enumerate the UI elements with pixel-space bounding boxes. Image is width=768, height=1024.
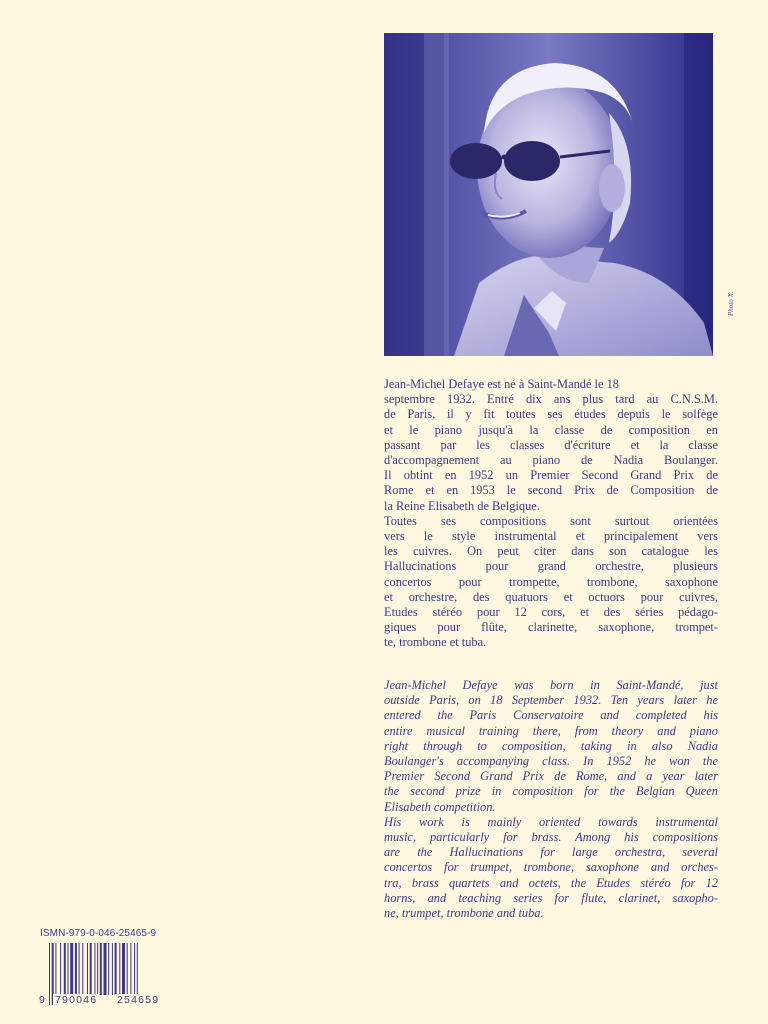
barcode-group-1: 790046 xyxy=(55,994,98,1006)
bio-line: vers le style instrumental et principalement vers xyxy=(384,529,718,544)
barcode-bar xyxy=(68,943,69,995)
barcode-bar xyxy=(55,943,56,995)
barcode-bar xyxy=(130,943,131,995)
bio-line: et le piano jusqu'à la classe de composition en xyxy=(384,422,718,437)
bio-line: d'accompagnement au piano de Nadia Boulanger. xyxy=(384,453,718,468)
bio-line: the second prize in composition for the Belgian Queen xyxy=(384,784,718,799)
ismn-code: ISMN-979-0-046-25465-9 xyxy=(40,928,157,939)
barcode-bar xyxy=(122,943,125,995)
bio-line: Il obtint en 1952 un Premier Second Grand Prix de xyxy=(384,468,718,483)
barcode-bar xyxy=(104,943,107,995)
barcode-bar xyxy=(127,943,128,995)
barcode-bar xyxy=(108,943,109,995)
portrait-illustration xyxy=(384,33,713,356)
bio-line: les cuivres. On peut citer dans son catalogue les xyxy=(384,544,718,559)
bio-line: Etudes stéréo pour 12 cors, et des séries pédago- xyxy=(384,605,718,620)
photo-credit: Photo X. xyxy=(727,291,735,316)
bio-line: Elisabeth competition. xyxy=(384,799,496,814)
bio-line: concertos pour trompette, trombone, saxophone xyxy=(384,574,718,589)
barcode-bar xyxy=(115,943,117,995)
bio-line: right through to composition, taking in also Nadia xyxy=(384,738,718,753)
bio-line: entire musical training there, from theory and piano xyxy=(384,723,718,738)
bio-line: music, particularly for brass. Among his compositions xyxy=(384,830,718,845)
bio-line: septembre 1932. Entré dix ans plus tard au C.N.S.M. xyxy=(384,392,718,407)
barcode-bar xyxy=(75,943,77,995)
bio-line: His work is mainly oriented towards instrumental xyxy=(384,814,718,829)
bio-line: are the Hallucinations for large orchestra, several xyxy=(384,845,718,860)
bio-line: et orchestre, des quatuors et octuors pour cuivres, xyxy=(384,589,718,604)
bio-line: giques pour flûte, clarinette, saxophone, trompet- xyxy=(384,620,718,635)
biography-french xyxy=(384,377,718,651)
biography-english xyxy=(384,678,718,921)
bio-line: ne, trumpet, trombone and tuba. xyxy=(384,906,544,921)
bio-line: tra, brass quartets and octets, the Etudes stéréo for 12 xyxy=(384,875,718,890)
bio-line: Toutes ses compositions sont surtout orientées xyxy=(384,513,718,528)
bio-line: te, trombone et tuba. xyxy=(384,635,487,650)
barcode-bar xyxy=(60,943,61,995)
barcode-bar xyxy=(87,943,88,995)
barcode-bar xyxy=(49,943,50,1005)
bio-line: entered the Paris Conservatoire and completed his xyxy=(384,708,718,723)
portrait-photo xyxy=(384,33,713,356)
bio-line: passant par les classes d'écriture et la classe xyxy=(384,437,718,452)
bio-line: Rome et en 1953 le second Prix de Composition de xyxy=(384,483,718,498)
barcode-bar xyxy=(119,943,120,995)
barcode-bar xyxy=(82,943,83,995)
bio-line: de Paris, il y fit toutes ses études depuis le solfège xyxy=(384,407,718,422)
barcode-bar xyxy=(90,943,92,995)
barcode-bar xyxy=(79,943,80,995)
bio-line: concertos for trumpet, trombone, saxophone and orches- xyxy=(384,860,718,875)
barcode-bar xyxy=(100,943,102,995)
bio-line: Hallucinations pour grand orchestre, plusieurs xyxy=(384,559,718,574)
bio-line: Jean-Michel Defaye est né à Saint-Mandé le 18 xyxy=(384,377,619,391)
bio-line: Boulanger's accompanying class. In 1952 he won the xyxy=(384,754,718,769)
bio-line: Premier Second Grand Prix de Rome, and a year later xyxy=(384,769,718,784)
bio-line: outside Paris, on 18 September 1932. Ten years later he xyxy=(384,693,718,708)
barcode-bar xyxy=(112,943,113,995)
bio-line: la Reine Elisabeth de Belgique. xyxy=(384,498,540,513)
bio-line: horns, and teaching series for flute, clarinet, saxopho- xyxy=(384,890,718,905)
barcode-first-digit: 9 xyxy=(39,994,45,1006)
barcode-group-2: 254659 xyxy=(117,994,160,1006)
bio-line: Jean-Michel Defaye was born in Saint-Mandé, just xyxy=(384,678,718,692)
barcode-bar xyxy=(70,943,73,995)
barcode-bar xyxy=(64,943,66,995)
